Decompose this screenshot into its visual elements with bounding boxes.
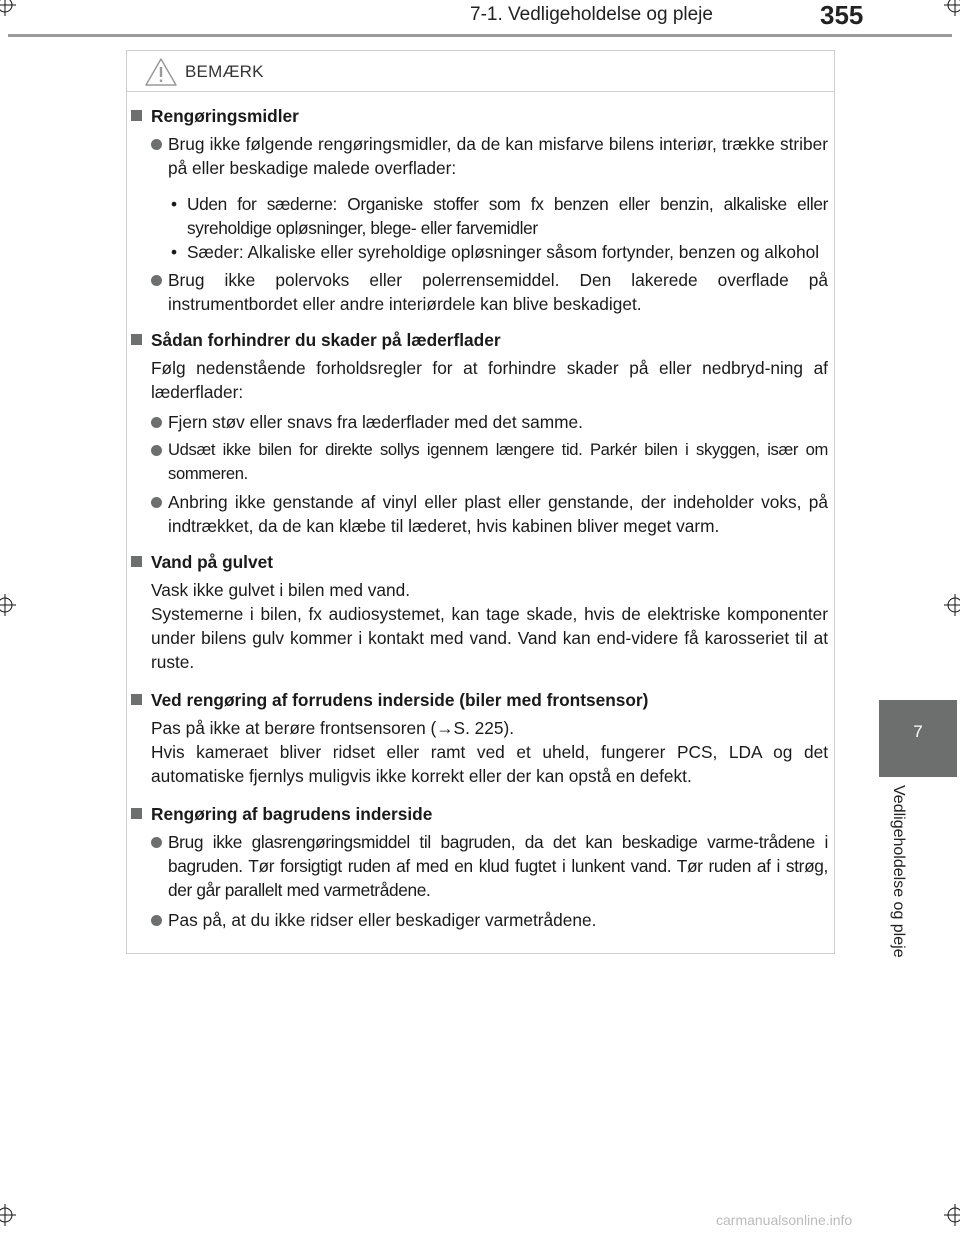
section-heading — [130, 328, 828, 352]
header-rule — [8, 34, 952, 37]
square-bullet-icon — [131, 808, 142, 819]
list-item — [130, 490, 828, 538]
list-item — [130, 268, 828, 316]
list-item — [130, 908, 828, 932]
dot-bullet-icon: • — [171, 242, 178, 262]
square-bullet-icon — [131, 694, 142, 705]
crop-mark-icon — [944, 0, 960, 16]
item-text: Udsæt ikke bilen for direkte sollys igennem længere tid. Parkér bilen i skyggen, især om sommeren. — [168, 440, 828, 483]
square-bullet-icon — [131, 556, 142, 567]
item-text: Brug ikke glasrengøringsmiddel til bagruden, da det kan beskadige varme-trådene i bagruden. Tør forsigtigt ruden af med en klud fugtet i lunkent vand. Tør ruden af i strøg, der går parallelt med varmetrådene. — [168, 832, 828, 900]
paragraph: Systemerne i bilen, fx audiosystemet, kan tage skade, hvis de elektriske komponenter under bilens gulv kommer i kontakt med vand. Vand kan end-videre få karosseriet til at ruste. — [151, 604, 828, 672]
round-bullet-icon — [151, 445, 162, 456]
chapter-tab[interactable] — [879, 700, 957, 777]
dot-bullet-icon: • — [171, 194, 177, 214]
section-heading — [130, 688, 828, 712]
note-content — [130, 104, 828, 936]
caution-header — [127, 51, 834, 92]
item-text: Pas på, at du ikke ridser eller beskadiger varmetrådene. — [168, 910, 597, 930]
item-text: Brug ikke følgende rengøringsmidler, da de kan misfarve bilens interiør, trække striber på eller beskadige malede overflader: — [168, 134, 828, 178]
section-heading — [130, 104, 828, 128]
list-item — [130, 438, 828, 486]
heading-text: Vand på gulvet — [151, 552, 273, 572]
heading-text: Ved rengøring af forrudens inderside (biler med frontsensor) — [151, 690, 649, 710]
paragraph[interactable]: Pas på ikke at berøre frontsensoren (→S. 225). — [151, 718, 515, 738]
crop-mark-icon — [944, 1204, 960, 1226]
item-text: Uden for sæderne: Organiske stoffer som fx benzen eller benzin, alkaliske eller syreholdige opløsninger, blege- eller farvemidler — [187, 194, 828, 238]
round-bullet-icon — [151, 497, 162, 508]
chapter-side-label: Vedligeholdelse og pleje — [890, 785, 907, 958]
heading-text: Rengøring af bagrudens inderside — [151, 804, 433, 824]
round-bullet-icon — [151, 275, 162, 286]
sub-list-item — [130, 240, 828, 264]
crop-mark-icon — [0, 0, 16, 16]
list-item — [130, 830, 828, 902]
section-heading — [130, 550, 828, 574]
square-bullet-icon — [131, 110, 142, 121]
round-bullet-icon — [151, 837, 162, 848]
round-bullet-icon — [151, 139, 162, 150]
item-text: Brug ikke polervoks eller polerrensemiddel. Den lakerede overflade på instrumentbordet eller andre interiørdele kan blive beskadiget. — [168, 270, 828, 314]
list-item — [130, 132, 828, 180]
chapter-tab-number: 7 — [913, 722, 923, 741]
heading-text: Sådan forhindrer du skader på læderflader — [151, 330, 501, 350]
crop-mark-icon — [944, 594, 960, 616]
section-heading — [130, 802, 828, 826]
item-text: Anbring ikke genstande af vinyl eller plast eller genstande, der indeholder voks, på indtrækket, da de kan klæbe til læderet, hvis kabinen bliver meget varm. — [168, 492, 828, 536]
warning-triangle-icon — [144, 57, 178, 87]
paragraph: Hvis kameraet bliver ridset eller ramt ved et uheld, fungerer PCS, LDA og det automatiske fjernlys muligvis ikke korrekt eller der kan opstå en defekt. — [151, 742, 828, 786]
round-bullet-icon — [151, 915, 162, 926]
crop-mark-icon — [0, 594, 16, 616]
paragraph: Vask ikke gulvet i bilen med vand. — [151, 580, 411, 600]
crop-mark-icon — [0, 1204, 16, 1226]
chapter-title: 7-1. Vedligeholdelse og pleje — [470, 4, 713, 25]
item-text: Sæder: Alkaliske eller syreholdige opløsninger såsom fortynder, benzen og alkohol — [187, 242, 820, 262]
paragraph: Følg nedenstående forholdsregler for at forhindre skader på eller nedbryd-ning af læderflader: — [151, 358, 828, 402]
round-bullet-icon — [151, 417, 162, 428]
watermark: carmanualsonline.info — [716, 1212, 853, 1228]
caution-label: BEMÆRK — [185, 62, 264, 81]
list-item — [130, 410, 828, 434]
page-number: 355 — [820, 0, 864, 30]
square-bullet-icon — [131, 334, 142, 345]
sub-list-item — [130, 192, 828, 240]
heading-text: Rengøringsmidler — [151, 106, 299, 126]
item-text: Fjern støv eller snavs fra læderflader med det samme. — [168, 412, 583, 432]
